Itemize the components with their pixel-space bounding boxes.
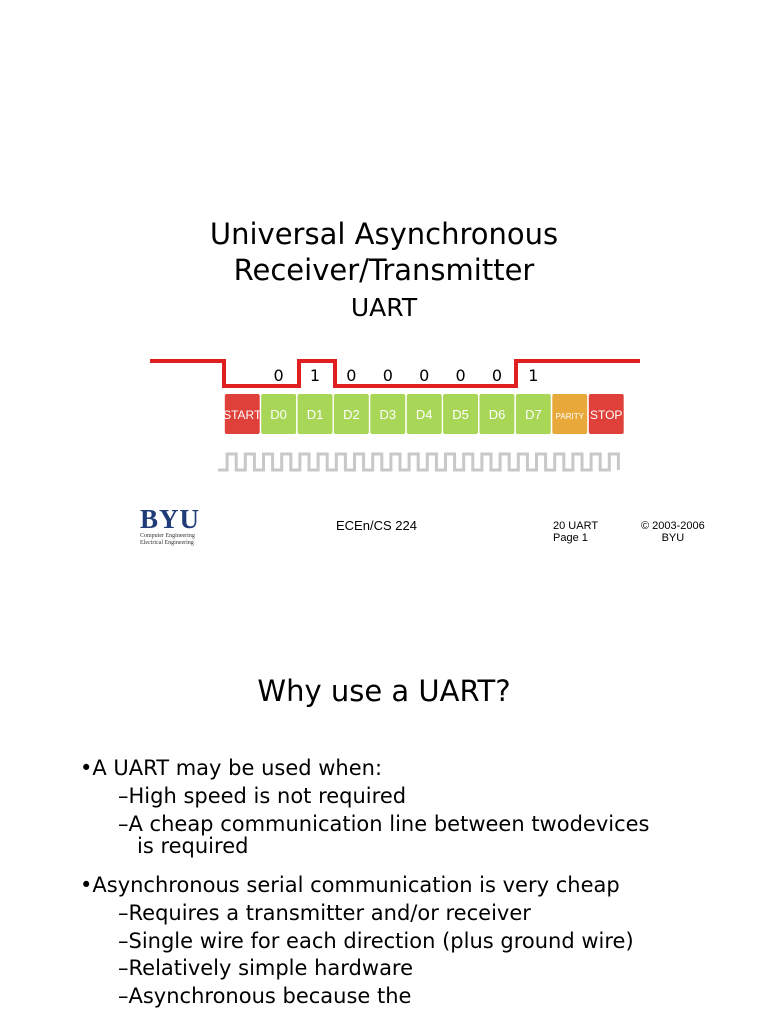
frame-box-label: D3 <box>379 407 397 422</box>
frame-box-d6 <box>480 394 515 434</box>
slide-subtitle: UART <box>350 293 418 322</box>
signal-waveform <box>150 361 640 386</box>
frame-box-d7 <box>516 394 551 434</box>
logo-subtitle <box>140 533 212 547</box>
bit-value-d0: 0 <box>273 366 284 385</box>
footer-copyright-owner: BYU <box>661 532 685 544</box>
bullet-item: •A UART may be used when: <box>80 756 383 780</box>
clock-waveform <box>218 454 618 470</box>
bit-value-d7: 1 <box>528 366 539 385</box>
frame-box-label: D1 <box>306 407 324 422</box>
sub-bullet-item: –A cheap communication line between twodevices <box>118 812 650 836</box>
slide-title-line-2: Receiver/Transmitter <box>233 253 535 287</box>
frame-box-d5 <box>443 394 478 434</box>
footer-slide-info <box>553 520 598 544</box>
footer-page-number: Page 1 <box>553 532 588 544</box>
bit-value-d1: 1 <box>309 366 321 385</box>
sub-bullet-item: –Asynchronous because the <box>118 984 412 1008</box>
frame-box-label: START <box>223 408 262 422</box>
footer-copyright <box>641 520 705 544</box>
bit-value-d2: 0 <box>346 366 357 385</box>
bit-value-d6: 0 <box>491 366 503 385</box>
byu-logo <box>140 506 212 547</box>
sub-bullet-item: –Requires a transmitter and/or receiver <box>118 901 531 925</box>
sub-bullet-continuation: is required <box>137 834 249 858</box>
frame-boxes <box>223 394 624 434</box>
footer-copyright-years: © 2003-2006 <box>641 520 705 532</box>
sub-bullet-item: –Relatively simple hardware <box>118 956 414 980</box>
frame-box-label: D0 <box>270 407 287 422</box>
frame-box-d0 <box>261 394 296 434</box>
bit-value-d5: 0 <box>455 366 466 385</box>
frame-box-label: D6 <box>488 407 506 422</box>
bit-value-d3: 0 <box>382 366 393 385</box>
sub-bullet-item: –Single wire for each direction (plus ground wire) <box>118 929 634 953</box>
uart-frame-diagram <box>140 350 650 480</box>
frame-box-label: D2 <box>343 407 360 422</box>
logo-mark: BYU <box>140 504 201 534</box>
logo-subtitle-line-1: Computer Engineering <box>140 533 195 539</box>
frame-box-d4 <box>407 394 442 434</box>
sub-bullet-item: –High speed is not required <box>118 784 407 808</box>
slide2-title: Why use a UART? <box>257 674 511 708</box>
frame-box-label: D4 <box>415 407 433 422</box>
footer-slide-title: 20 UART <box>553 520 599 532</box>
bit-value-d4: 0 <box>419 366 430 385</box>
footer-course: ECEn/CS 224 <box>336 518 417 533</box>
frame-box-d1 <box>298 394 333 434</box>
frame-box-stop <box>589 394 624 434</box>
frame-box-label: D5 <box>452 407 469 422</box>
logo-subtitle-line-2: Electrical Engineering <box>140 540 194 546</box>
frame-box-start <box>223 394 262 434</box>
frame-box-parity <box>552 394 587 434</box>
frame-box-label: STOP <box>589 408 623 422</box>
bullet-item: •Asynchronous serial communication is very cheap <box>80 873 620 897</box>
frame-box-label: PARITY <box>555 412 584 421</box>
slide-title-line-1: Universal Asynchronous <box>209 217 559 251</box>
bit-value-labels <box>274 366 539 385</box>
frame-box-d3 <box>370 394 405 434</box>
frame-box-label: D7 <box>525 407 542 422</box>
frame-box-d2 <box>334 394 369 434</box>
